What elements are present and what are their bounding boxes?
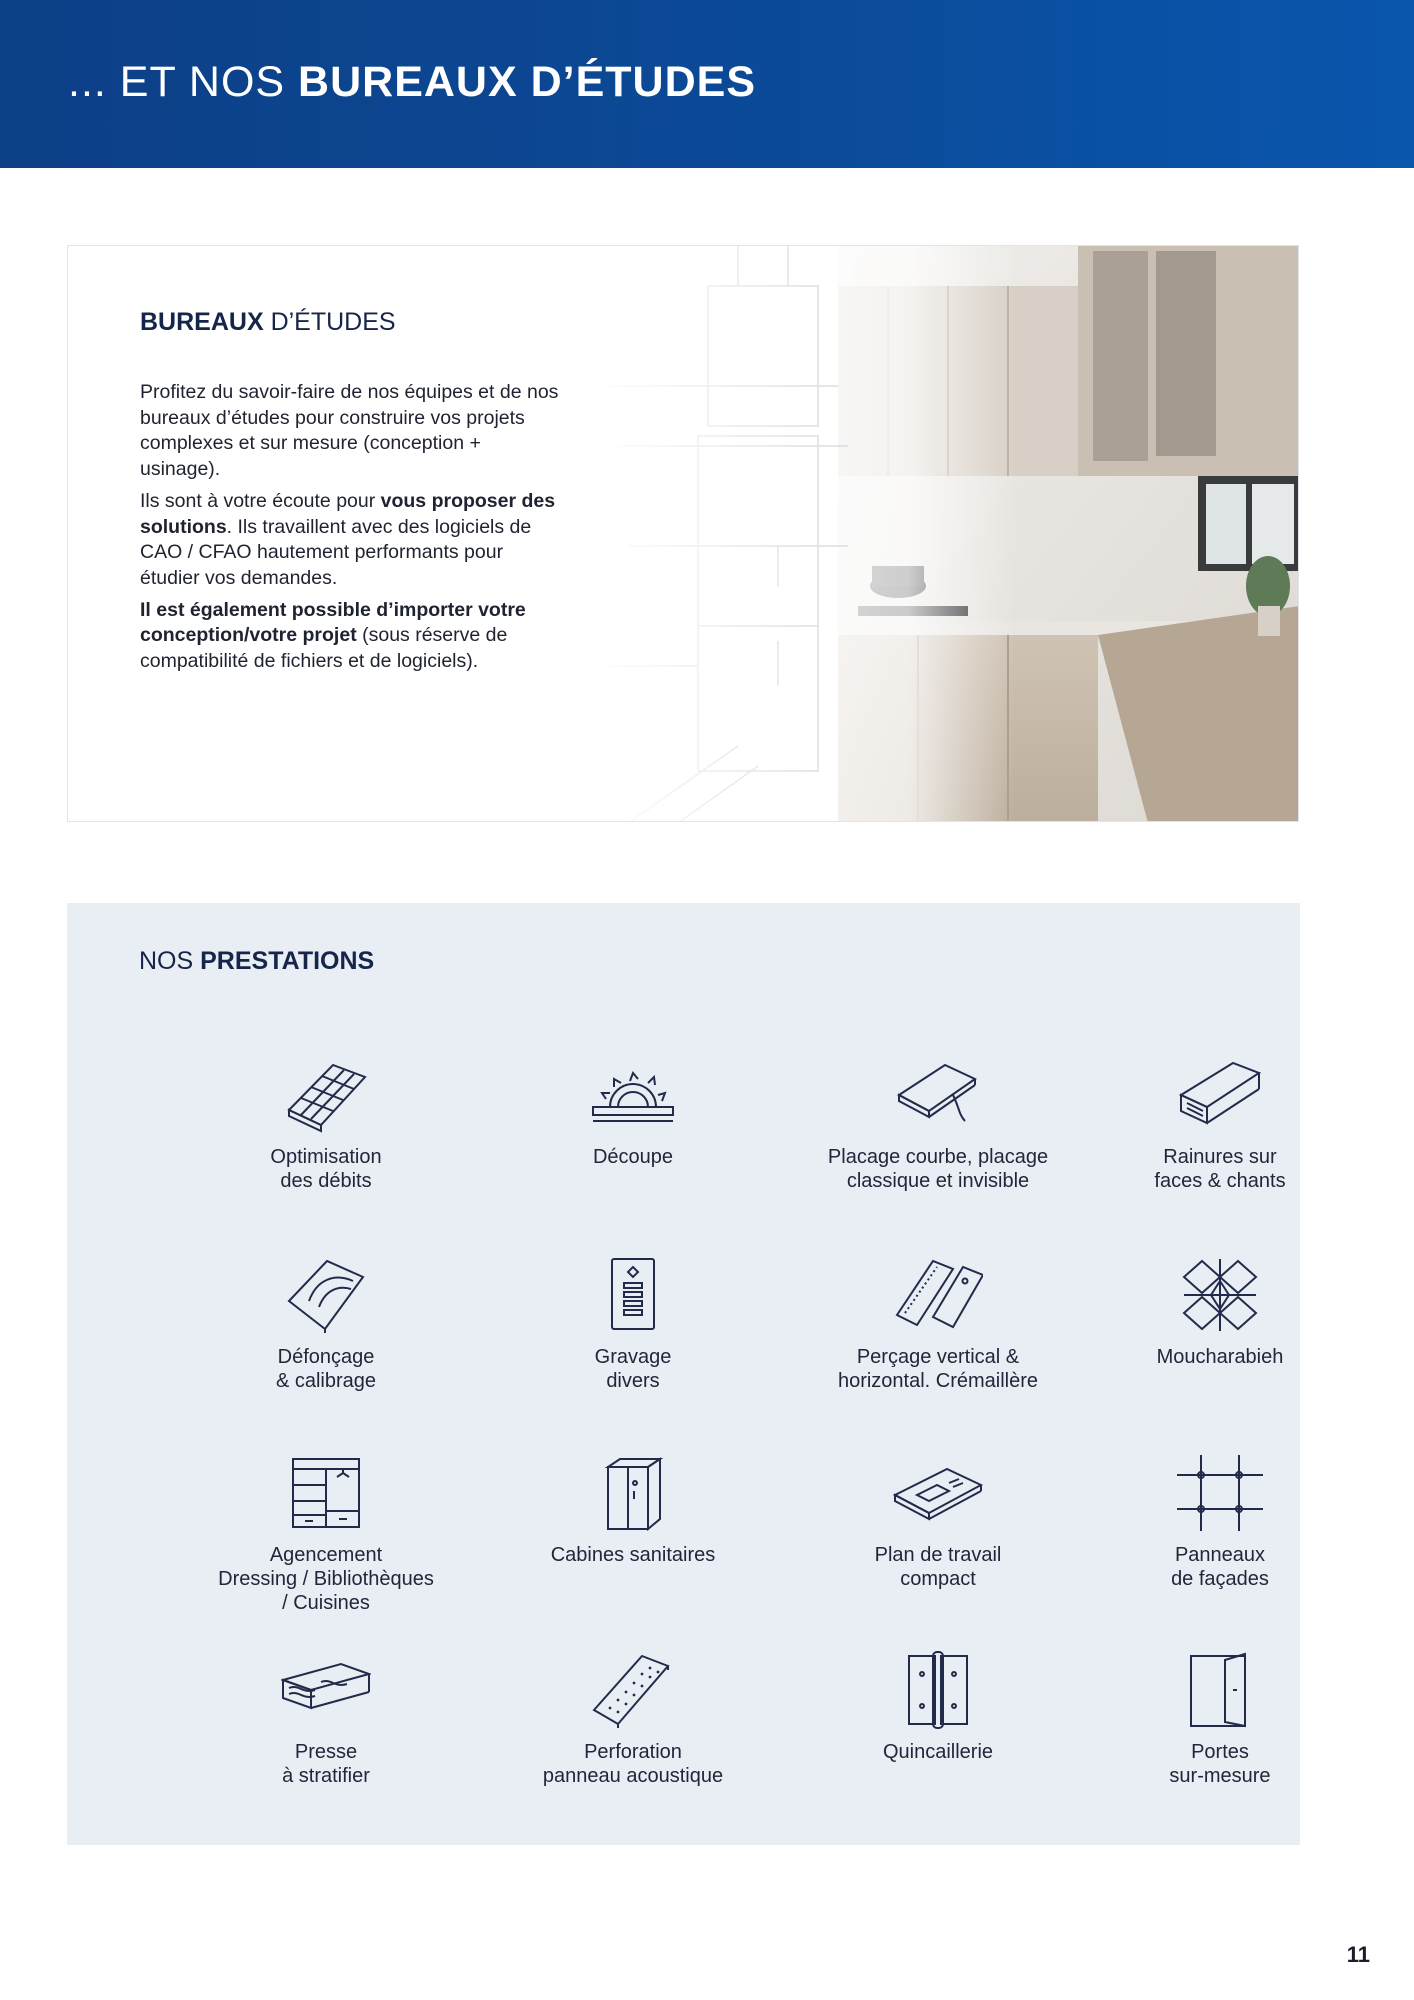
service-presse — [176, 1650, 476, 1788]
service-label: Rainures sur faces & chants — [1154, 1146, 1286, 1192]
sanitary-cabin-icon — [588, 1453, 678, 1533]
prestations-panel — [67, 903, 1300, 1845]
service-quincaillerie — [788, 1650, 1088, 1764]
door-icon — [1175, 1650, 1265, 1730]
service-plan-travail — [788, 1453, 1088, 1591]
hinge-icon — [893, 1650, 983, 1730]
grooved-panel-icon — [1175, 1055, 1265, 1135]
service-decoupe — [483, 1055, 783, 1169]
service-label: Plan de travail compact — [874, 1544, 1002, 1590]
service-label: Portes sur-mesure — [1169, 1741, 1271, 1787]
service-label: Placage courbe, placage classique et invisible — [827, 1146, 1049, 1192]
service-label: Défonçage & calibrage — [275, 1346, 377, 1392]
bureau-paragraph-2 — [140, 489, 560, 592]
bureau-paragraph-3 — [140, 598, 560, 675]
service-cabines — [483, 1453, 783, 1567]
service-label: Agencement Dressing / Bibliothèques / Cuisines — [218, 1544, 434, 1614]
service-perforation — [483, 1650, 783, 1788]
veneer-panel-icon — [893, 1055, 983, 1135]
service-optimisation — [176, 1055, 476, 1193]
kitchen-illustration — [588, 246, 1299, 822]
service-label: Optimisation des débits — [270, 1146, 382, 1192]
page-title-bold: BUREAUX D’ÉTUDES — [298, 58, 757, 106]
header-banner — [0, 0, 1414, 168]
page-title — [68, 58, 756, 107]
service-rainures — [1070, 1055, 1370, 1193]
prestations-title — [139, 947, 374, 976]
bureau-p3-a: Il est également possible d’importer votre conception/votre projet — [140, 598, 526, 647]
service-label: Moucharabieh — [1156, 1346, 1284, 1368]
laminate-press-icon — [281, 1650, 371, 1730]
bureau-title-light: D’ÉTUDES — [263, 308, 396, 336]
service-portes — [1070, 1650, 1370, 1788]
bureau-p2-b: vous proposer des solutions — [140, 489, 556, 538]
bureau-title — [140, 308, 396, 337]
bureau-card — [67, 245, 1299, 822]
routing-icon — [281, 1255, 371, 1335]
grid-board-icon — [281, 1055, 371, 1135]
acoustic-panel-icon — [588, 1650, 678, 1730]
bureau-paragraph-1: Profitez du savoir-faire de nos équipes et de nos bureaux d’études pour construire vos projets complexes et sur mesure (conception + usinage). — [140, 381, 559, 481]
engraving-icon — [588, 1255, 678, 1335]
service-placage — [788, 1055, 1088, 1193]
page-number: 11 — [1346, 1942, 1370, 1967]
service-panneaux-facades — [1070, 1453, 1370, 1591]
service-label: Gravage divers — [594, 1346, 672, 1392]
bureau-p2-c: . Ils travaillent avec des logiciels de CAO / CFAO hautement performants pour étudier vos demandes. — [140, 515, 532, 589]
service-moucharabieh — [1070, 1255, 1370, 1369]
bureau-p2-a: Ils sont à votre écoute pour — [140, 489, 381, 512]
prestations-title-light: NOS — [139, 947, 201, 975]
bureau-p3-b: (sous réserve de compatibilité de fichiers et de logiciels). — [140, 624, 508, 673]
moucharabieh-icon — [1175, 1255, 1265, 1335]
saw-blade-icon — [588, 1055, 678, 1135]
service-percage — [788, 1255, 1088, 1393]
service-label: Presse à stratifier — [282, 1741, 370, 1787]
prestations-title-bold: PRESTATIONS — [200, 947, 375, 975]
service-label: Quincaillerie — [882, 1741, 994, 1763]
worktop-icon — [893, 1453, 983, 1533]
service-label: Perforation panneau acoustique — [542, 1741, 724, 1787]
wardrobe-icon — [281, 1453, 371, 1533]
service-label: Découpe — [592, 1146, 674, 1168]
bureau-title-bold: BUREAUX — [140, 308, 264, 336]
service-label: Panneaux de façades — [1171, 1544, 1269, 1590]
service-label: Cabines sanitaires — [550, 1544, 716, 1566]
page-title-light: ... ET NOS — [68, 58, 299, 106]
service-agencement — [176, 1453, 476, 1615]
bureau-description — [140, 380, 560, 681]
service-gravage — [483, 1255, 783, 1393]
service-label: Perçage vertical & horizontal. Crémaillère — [837, 1346, 1039, 1392]
facade-panels-icon — [1175, 1453, 1265, 1533]
service-defoncage — [176, 1255, 476, 1393]
drilling-icon — [893, 1255, 983, 1335]
